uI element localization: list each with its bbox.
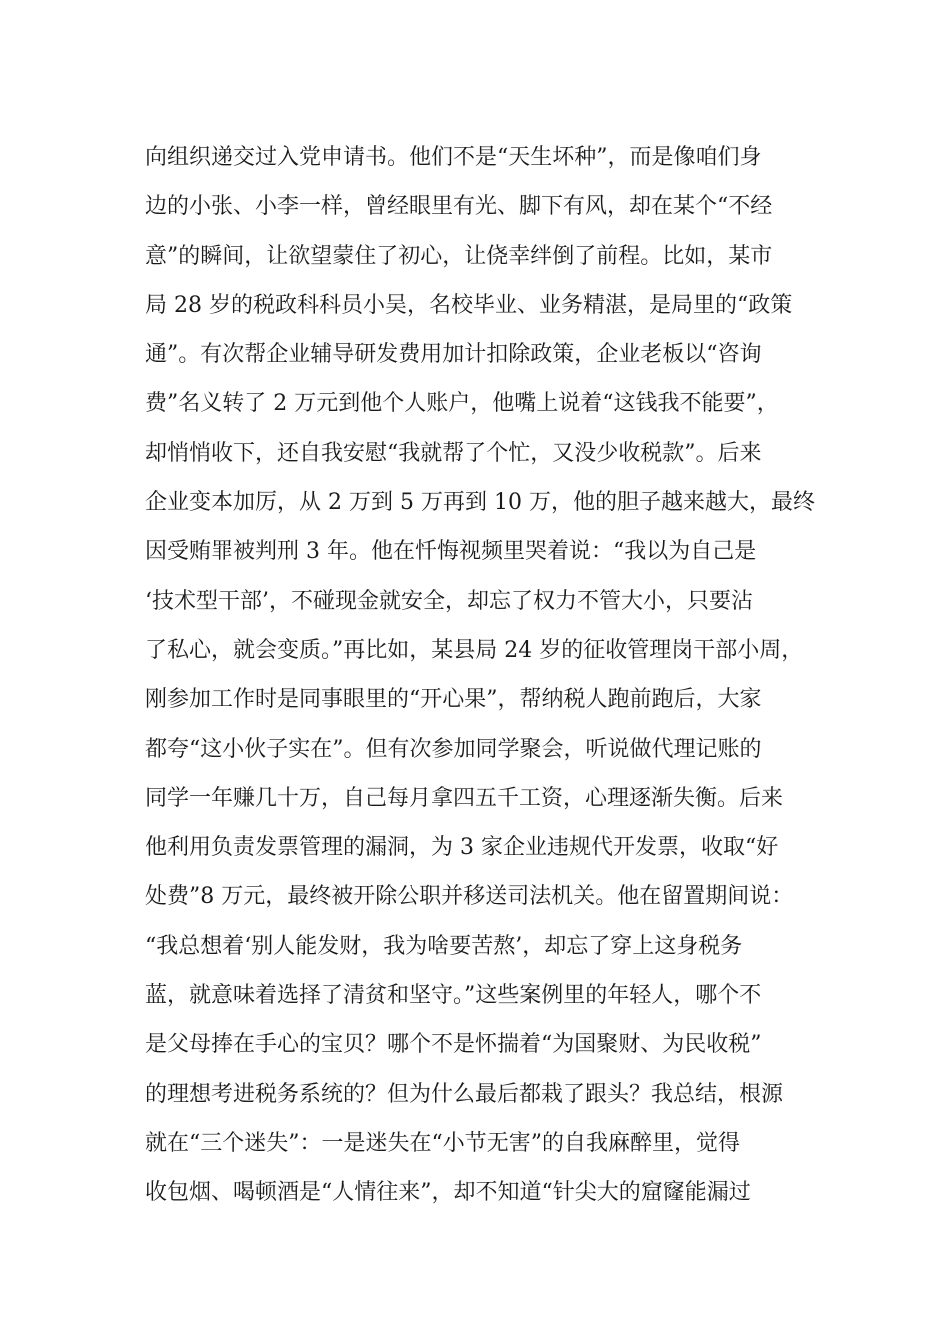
- text-line: 蓝，就意味着选择了清贫和坚守。”这些案例里的年轻人，哪个不: [145, 983, 762, 1009]
- text-line: 费”名义转了 2 万元到他个人账户，他嘴上说着“这钱我不能要”，: [145, 391, 779, 417]
- text-line: 处费”8 万元，最终被开除公职并移送司法机关。他在留置期间说：: [145, 884, 794, 910]
- text-line: 却悄悄收下，还自我安慰“我就帮了个忙，又没少收税款”。后来: [145, 440, 762, 466]
- text-line: 了私心，就会变质。”再比如，某县局 24 岁的征收管理岗干部小周，: [145, 637, 804, 663]
- text-line: 是父母捧在手心的宝贝？哪个不是怀揣着“为国聚财、为民收税”: [145, 1032, 762, 1058]
- text-line: 的理想考进税务系统的？但为什么最后都栽了跟头？我总结，根源: [145, 1081, 784, 1107]
- text-line: 通”。有次帮企业辅导研发费用加计扣除政策，企业老板以“咨询: [145, 342, 762, 368]
- text-line: 企业变本加厉，从 2 万到 5 万再到 10 万，他的胆子越来越大，最终: [145, 490, 815, 516]
- text-line: 同学一年赚几十万，自己每月拿四五千工资，心理逐渐失衡。后来: [145, 785, 784, 811]
- body-text: [145, 133, 845, 1218]
- text-line: 都夸“这小伙子实在”。但有次参加同学聚会，听说做代理记账的: [145, 736, 762, 762]
- text-line: 他利用负责发票管理的漏洞，为 3 家企业违规代开发票，收取“好: [145, 835, 779, 861]
- text-line: ‘技术型干部’，不碰现金就安全，却忘了权力不管大小，只要沾: [145, 588, 753, 614]
- text-line: “我总想着‘别人能发财，我为啥要苦熬’，却忘了穿上这身税务: [145, 933, 743, 959]
- text-line: 向组织递交过入党申请书。他们不是“天生坏种”，而是像咱们身: [145, 145, 762, 170]
- text-line: 收包烟、喝顿酒是“人情往来”，却不知道“针尖大的窟窿能漏过: [145, 1180, 751, 1206]
- text-line: 因受贿罪被判刑 3 年。他在忏悔视频里哭着说：“我以为自己是: [145, 539, 757, 565]
- text-line: 就在“三个迷失”：一是迷失在“小节无害”的自我麻醉里，觉得: [145, 1130, 740, 1156]
- text-line: 刚参加工作时是同事眼里的“开心果”，帮纳税人跑前跑后，大家: [145, 687, 762, 713]
- text-line: 边的小张、小李一样，曾经眼里有光、脚下有风，却在某个“不经: [145, 194, 773, 220]
- text-line: 意”的瞬间，让欲望蒙住了初心，让侥幸绊倒了前程。比如，某市: [145, 243, 773, 269]
- text-line: 局 28 岁的税政科科员小吴，名校毕业、业务精湛，是局里的“政策: [145, 292, 793, 318]
